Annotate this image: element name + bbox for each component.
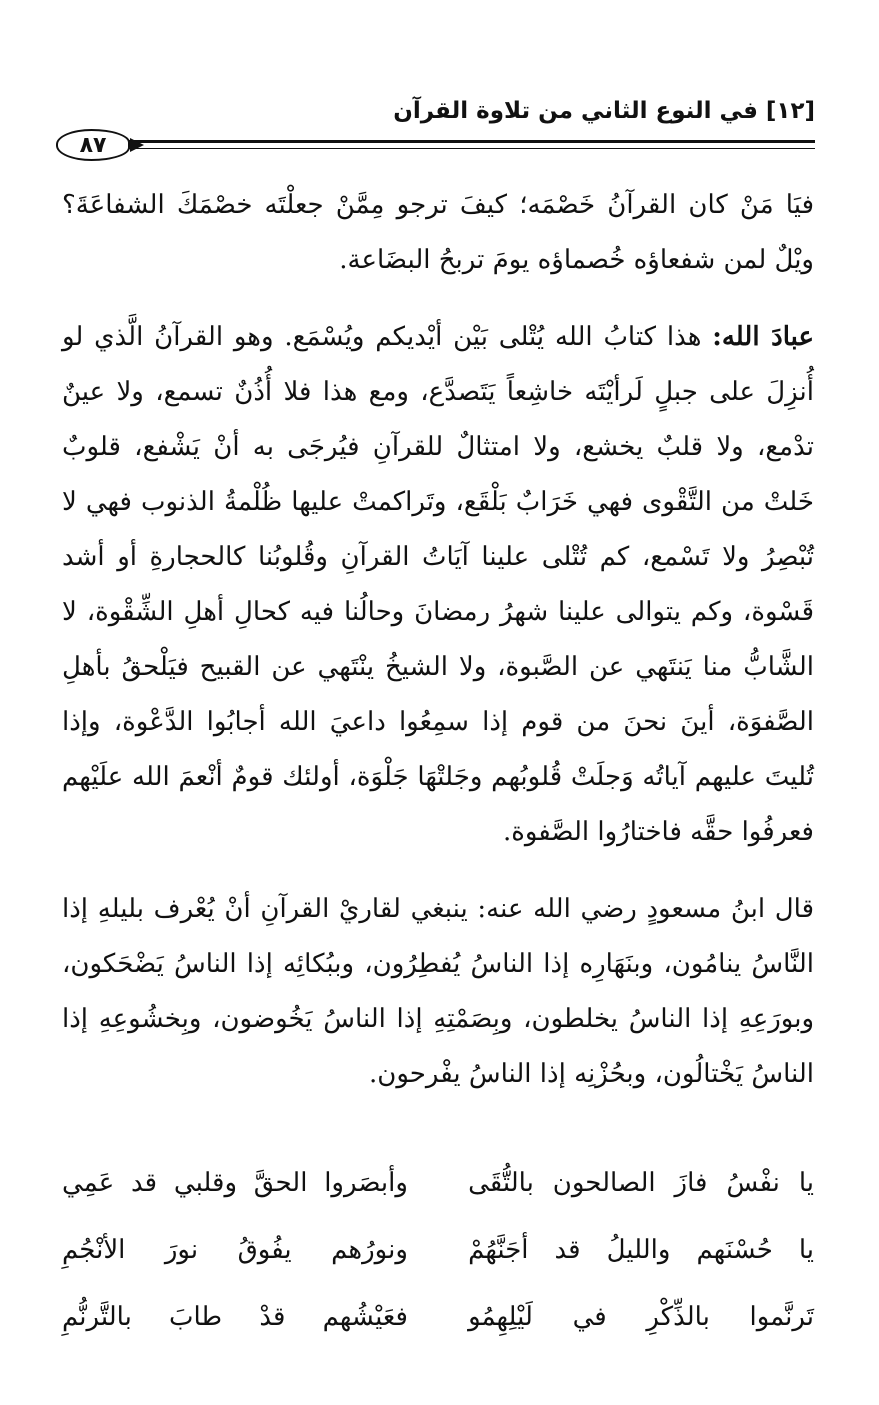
verse-first-hemistich: يا نفْسُ فازَ الصالحون بالتُّقَى — [468, 1168, 814, 1198]
body-text — [62, 178, 814, 1128]
poem — [62, 1150, 814, 1351]
poem-verse — [62, 1284, 814, 1351]
poem-verse — [62, 1217, 814, 1284]
paragraph-text: هذا كتابُ الله يُتْلى بَيْن أيْديكم ويُسْمَع. وهو القرآنُ الَّذي لو أُنزِلَ على جبلٍ لَرأيْتَه خاشِعاً يَتَصدَّع، ومع هذا فلا أُذُنٌ تسمع، ولا عينٌ تدْمع، ولا قلبٌ يخشع، ولا امتثالٌ للقرآنِ فيُرجَى به أنْ يَشْفع، قلوبٌ خَلتْ من التَّقْوى فهي خَرَابٌ بَلْقَع، وتَراكمتْ عليها ظُلْمةُ الذنوب فهي لا تُبْصِرُ ولا تَسْمع، كم تُتْلى علينا آيَاتُ القرآنِ وقُلوبُنا كالحجارةِ أو أشد قَسْوة، وكم يتوالى علينا شهرُ رمضانَ وحالُنا فيه كحالِ أهلِ الشِّقْوة، لا الشَّابُّ منا يَنتَهي عن الصَّبوة، ولا الشيخُ ينْتَهي عن القبيح فيَلْحقُ بأهلِ الصَّفوَة، أينَ نحنَ من قوم إذا سمِعُوا داعيَ الله أجابُوا الدَّعْوة، وإذا تُليتَ عليهم آياتُه وَجلَتْ قُلوبُهم وجَلتْهَا جَلْوَة، أولئك قومٌ أنْعمَ الله علَيْهم فعرفُوا حقَّه فاختارُوا الصَّفوة. — [62, 322, 814, 847]
paragraph-1 — [62, 178, 814, 288]
paragraph-text: قال ابنُ مسعودٍ رضي الله عنه: ينبغي لقاريْ القرآنِ أنْ يُعْرف بليلهِ إذا النَّاسُ ينامُون، وبنَهَارِه إذا الناسُ يُفطِرُون، وببُكائِه إذا الناسُ يَضْحَكون، وبورَعِهِ إذا الناسُ يخلطون، وبِصَمْتِهِ إذا الناسُ يَخُوضون، وبِخشُوعِهِ إذا الناسُ يَخْتالُون، وبحُزْنِه إذا الناسُ يفْرحون. — [62, 894, 814, 1089]
page-header — [60, 92, 815, 132]
page-number: ٨٧ — [56, 129, 130, 161]
verse-second-hemistich: فعَيْشُهم قدْ طابَ بالتَّرنُّمِ — [62, 1302, 408, 1332]
header-rule-thin — [60, 148, 815, 149]
verse-first-hemistich: تَرنَّموا بالذِّكْرِ في لَيْلِهِمُو — [468, 1302, 814, 1332]
paragraph-lead: عبادَ الله: — [712, 322, 815, 352]
verse-second-hemistich: ونورُهم يفُوقُ نورَ الأنْجُمِ — [62, 1235, 408, 1265]
paragraph-3 — [62, 882, 814, 1102]
paragraph-2 — [62, 310, 814, 860]
paragraph-text: فيَا مَنْ كان القرآنُ خَصْمَه؛ كيفَ ترجو مِمَّنْ جعلْتَه خصْمَكَ الشفاعَةَ؟ ويْلٌ لمن شفعاؤه خُصماؤه يومَ تربحُ البضَاعة. — [62, 190, 814, 275]
verse-first-hemistich: يا حُسْنَهم والليلُ قد أجَنَّهُمْ — [468, 1235, 814, 1265]
running-title: [١٢] في النوع الثاني من تلاوة القرآن — [393, 98, 815, 124]
poem-verse — [62, 1150, 814, 1217]
header-rule-thick — [60, 140, 815, 143]
verse-second-hemistich: وأبصَروا الحقَّ وقلبي قد عَمِي — [62, 1168, 408, 1198]
